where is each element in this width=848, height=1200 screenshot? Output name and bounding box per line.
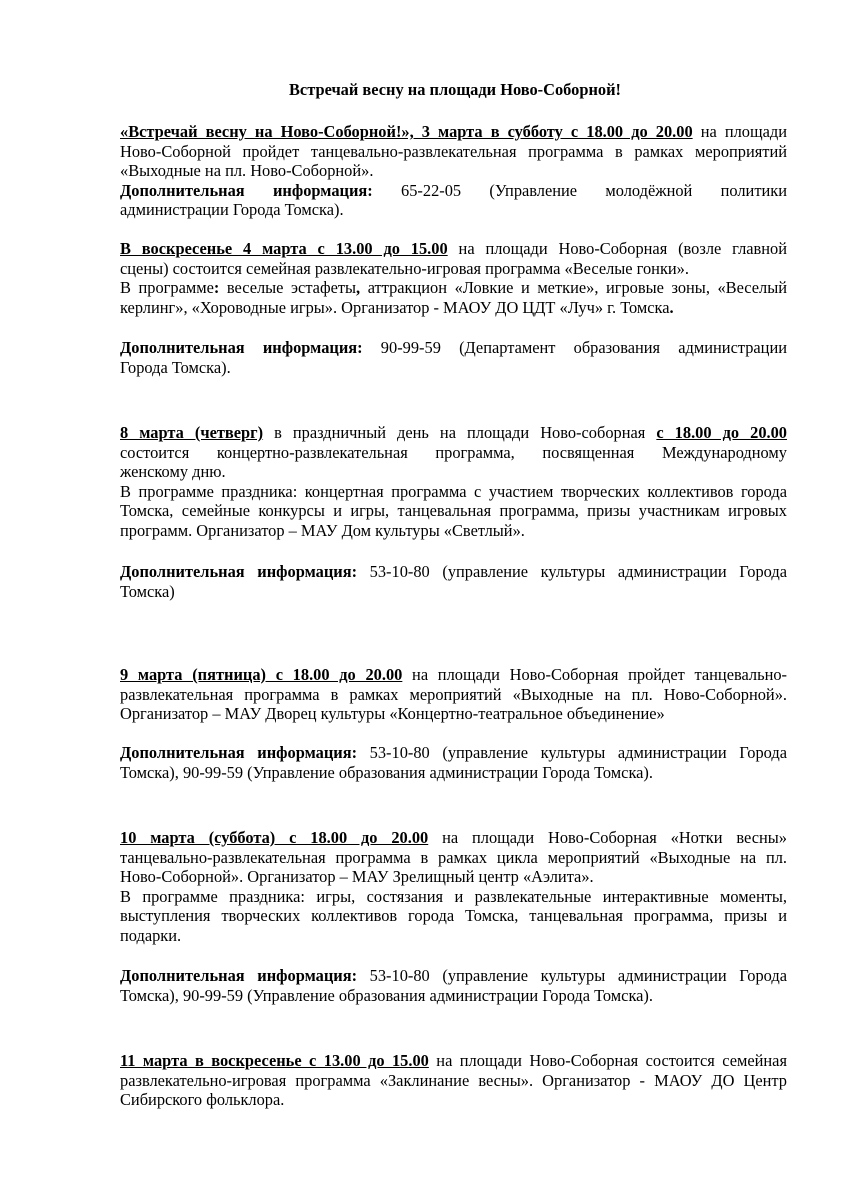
event-line: 11 марта в воскресенье с 13.00 до 15.00 на площади Ново-Соборная состоится семейная (120, 1051, 787, 1070)
info-label: Дополнительная информация: (120, 180, 373, 200)
event-date-highlight: 10 марта (суббота) с 18.00 до 20.00 (120, 828, 429, 847)
info-block-march-10 (120, 966, 787, 1005)
info-label: Дополнительная информация: (120, 562, 358, 581)
event-line: «Выходные на пл. Ново-Соборной». (120, 161, 374, 181)
event-line: Организатор – МАУ Дворец культуры «Концертно-театральное объединение» (120, 704, 665, 724)
event-line: В программе: веселые эстафеты, аттракцион «Ловкие и меткие», игровые зоны, «Веселый (120, 278, 787, 298)
event-line: программ. Организатор – МАУ Дом культуры «Светлый». (120, 520, 525, 540)
event-date-highlight: 11 марта в воскресенье с 13.00 до 15.00 (120, 1051, 429, 1070)
info-line: Дополнительная информация: 53-10-80 (управление культуры администрации Города (120, 743, 787, 762)
event-line: Томска), 90-99-59 (Управление образования администрации Города Томска). (120, 762, 653, 782)
event-line: Сибирского фольклора. (120, 1090, 285, 1110)
event-line: Томска), 90-99-59 (Управление образования администрации Города Томска). (120, 985, 653, 1005)
event-block-march-11 (120, 1051, 787, 1110)
event-line: В воскресенье 4 марта с 13.00 до 15.00 на площади Ново-Соборная (возле главной (120, 239, 787, 258)
event-line: Томска) (120, 581, 175, 601)
event-line: Ново-Соборной». Организатор – МАУ Зрелищный центр «Аэлита». (120, 867, 594, 887)
info-block-march-9 (120, 743, 787, 782)
event-line: 10 марта (суббота) с 18.00 до 20.00 на площади Ново-Соборная «Нотки весны» (120, 828, 787, 847)
info-label: Дополнительная информация: (120, 966, 358, 985)
event-block-march-4 (120, 239, 787, 317)
event-line: состоится концертно-развлекательная программа, посвященная Международному (120, 442, 787, 462)
event-line: сцены) состоится семейная развлекательно-игровая программа «Веселые гонки». (120, 258, 689, 278)
event-line: В программе праздника: игры, состязания и развлекательные интерактивные моменты, (120, 886, 787, 906)
info-block-march-4 (120, 338, 787, 377)
event-line: танцевально-развлекательная программа в рамках цикла мероприятий «Выходные на пл. (120, 847, 787, 867)
event-line: В программе праздника: концертная программа с участием творческих коллективов города (120, 481, 787, 501)
event-block-march-9 (120, 665, 787, 724)
info-line: Дополнительная информация: 65-22-05 (Управление молодёжной политики (120, 180, 787, 200)
event-date-highlight: 8 марта (четверг) (120, 423, 264, 442)
event-line: подарки. (120, 925, 182, 945)
event-line: 8 марта (четверг) в праздничный день на площади Ново-соборная с 18.00 до 20.00 (120, 423, 788, 442)
event-block-march-3 (120, 122, 787, 220)
info-label: Дополнительная информация: (120, 338, 363, 357)
event-block-march-10 (120, 828, 787, 946)
event-date-highlight: В воскресенье 4 марта с 13.00 до 15.00 (120, 239, 448, 258)
event-line: «Встречай весну на Ново-Соборной!», 3 марта в субботу с 18.00 до 20.00 на площади (120, 122, 787, 141)
event-line: Города Томска). (120, 357, 231, 377)
event-line: развлекательная программа в рамках мероприятий «Выходные на пл. Ново-Соборной». (120, 684, 787, 704)
event-line: выступления творческих коллективов города Томска, танцевальная программа, призы и (120, 906, 787, 926)
page-title: Встречай весну на площади Ново-Соборной! (289, 80, 621, 99)
event-line: 9 марта (пятница) с 18.00 до 20.00 на площади Ново-Соборная пройдет танцевально- (120, 665, 788, 684)
info-label: Дополнительная информация: (120, 743, 358, 762)
event-line: администрации Города Томска). (120, 200, 344, 220)
info-line: Дополнительная информация: 90-99-59 (Департамент образования администрации (120, 338, 787, 357)
event-date-highlight: «Встречай весну на Ново-Соборной!», 3 марта в субботу с 18.00 до 20.00 (120, 122, 693, 141)
info-block-march-8 (120, 562, 787, 601)
event-block-march-8 (120, 423, 787, 541)
event-line: Ново-Соборной пройдет танцевально-развлекательная программа в рамках мероприятий (120, 141, 787, 161)
event-line: женскому дню. (120, 462, 226, 482)
event-date-highlight: 9 марта (пятница) с 18.00 до 20.00 (120, 665, 403, 684)
event-time-highlight: с 18.00 до 20.00 (656, 423, 788, 442)
info-line: Дополнительная информация: 53-10-80 (управление культуры администрации Города (120, 966, 787, 985)
event-line: керлинг», «Хороводные игры». Организатор - МАОУ ДО ЦДТ «Луч» г. Томска. (120, 297, 674, 317)
info-line: Дополнительная информация: 53-10-80 (управление культуры администрации Города (120, 562, 787, 581)
event-line: развлекательно-игровая программа «Заклинание весны». Организатор - МАОУ ДО Центр (120, 1070, 787, 1090)
event-line: Томска, семейные конкурсы и игры, танцевальная программа, призы участникам игровых (120, 501, 787, 521)
